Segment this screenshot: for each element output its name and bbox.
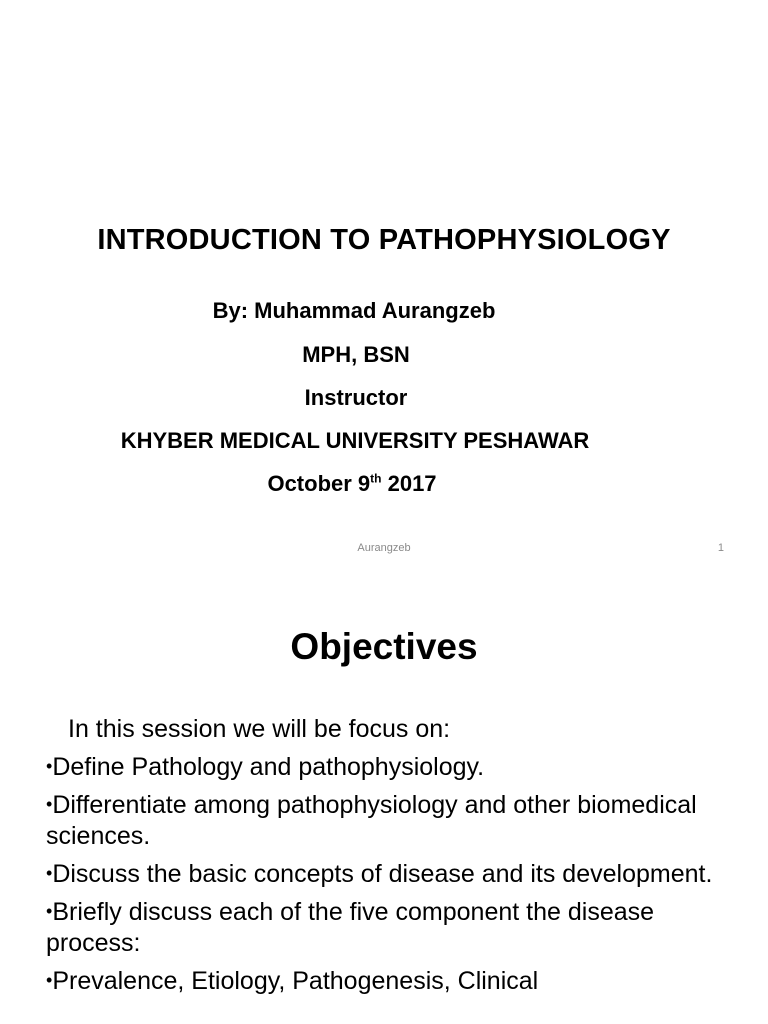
list-item-text: Prevalence, Etiology, Pathogenesis, Clinical: [52, 967, 539, 995]
bullet-icon: •: [46, 863, 53, 883]
objectives-list: [46, 714, 736, 1003]
author-degrees: MPH, BSN: [302, 342, 410, 367]
objectives-slide: [0, 576, 768, 1024]
institution-name: KHYBER MEDICAL UNIVERSITY PESHAWAR: [120, 428, 590, 453]
footer-author: Aurangzeb: [357, 542, 411, 554]
date-year: 2017: [381, 471, 437, 496]
slide-page-number: 1: [717, 542, 724, 554]
bullet-icon: •: [46, 756, 53, 776]
author-line: By: Muhammad Aurangzeb: [212, 298, 496, 323]
slide-title: Objectives: [290, 626, 478, 667]
list-item-text: Discuss the basic concepts of disease and its development.: [52, 860, 713, 888]
list-item: [46, 896, 736, 959]
list-item-text: Define Pathology and pathophysiology.: [52, 753, 485, 781]
objectives-intro: In this session we will be focus on:: [68, 715, 451, 743]
author-role: Instructor: [304, 385, 408, 410]
bullet-icon: •: [46, 901, 53, 921]
list-item-text: Briefly discuss each of the five component the disease process:: [46, 898, 655, 957]
bullet-icon: •: [46, 970, 53, 990]
date-ordinal-suffix: th: [370, 471, 382, 486]
bullet-icon: •: [46, 794, 53, 814]
list-item-text: Differentiate among pathophysiology and other biomedical sciences.: [46, 791, 697, 850]
slide-title: INTRODUCTION TO PATHOPHYSIOLOGY: [97, 224, 671, 256]
date-main: October 9: [267, 471, 371, 496]
list-item: [46, 965, 736, 997]
presentation-date: [0, 471, 704, 497]
list-item: [46, 751, 736, 783]
list-item: [46, 789, 736, 852]
list-item: [46, 858, 736, 890]
